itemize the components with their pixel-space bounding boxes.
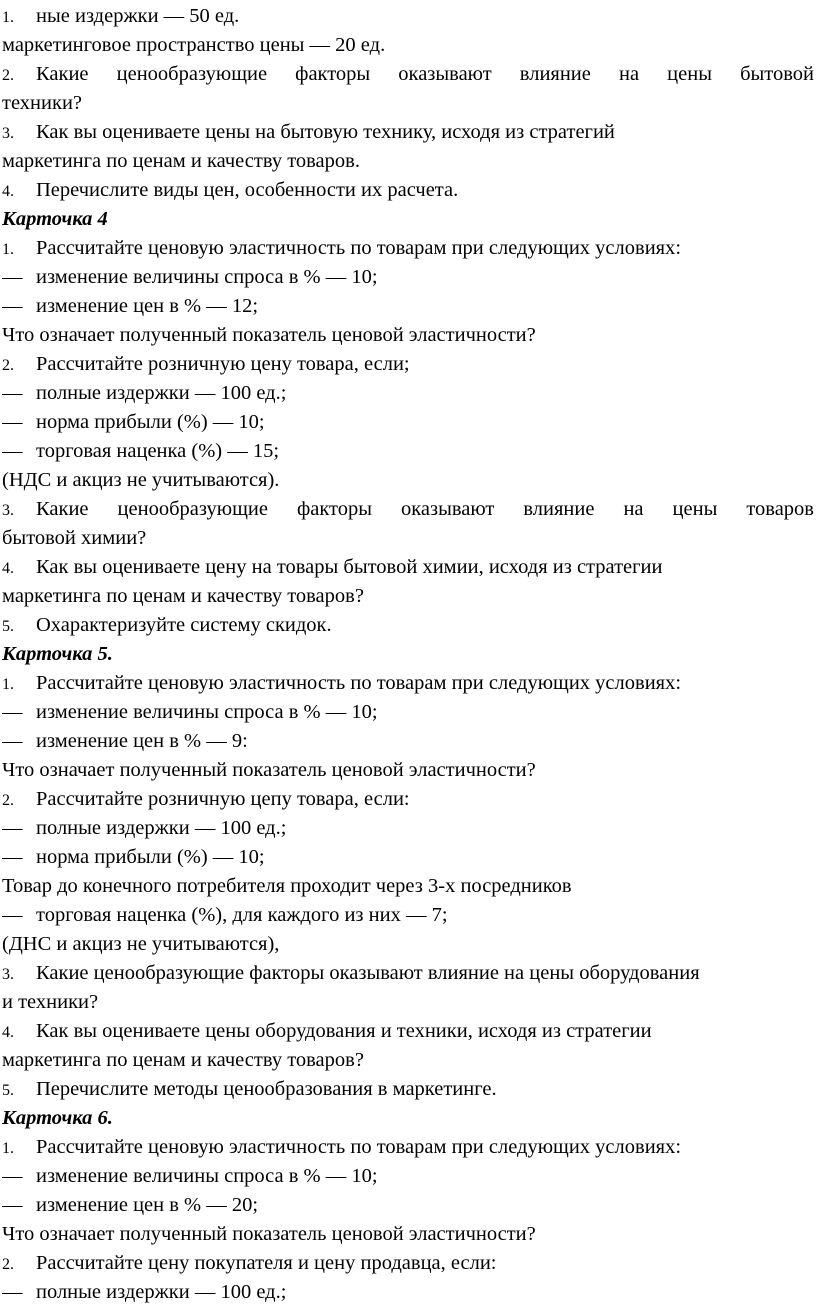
line-text: Рассчитайте ценовую эластичность по товарам при следующих условиях: bbox=[36, 237, 682, 259]
list-dash: — bbox=[2, 295, 23, 317]
line-text: норма прибыли (%) — 10; bbox=[36, 411, 265, 433]
line-text: ные издержки — 50 ед. bbox=[36, 5, 240, 27]
list-dash: — bbox=[2, 846, 23, 868]
heading-text: Карточка 5. bbox=[2, 643, 113, 665]
list-number: 3. bbox=[2, 502, 14, 519]
text-line bbox=[2, 756, 814, 785]
text-line bbox=[2, 524, 814, 553]
line-text: Рассчитайте ценовую эластичность по товарам при следующих условиях: bbox=[36, 672, 682, 694]
text-line bbox=[2, 1191, 814, 1220]
list-number: 1. bbox=[2, 9, 14, 26]
line-text: изменение величины спроса в % — 10; bbox=[36, 266, 378, 288]
list-number: 4. bbox=[2, 1024, 14, 1041]
list-dash: — bbox=[2, 701, 23, 723]
list-dash: — bbox=[2, 730, 23, 752]
heading-text: Карточка 4 bbox=[2, 208, 108, 230]
text-line bbox=[2, 118, 814, 147]
line-text: Какие ценообразующие факторы оказывают влияние на цены товаров bbox=[36, 498, 814, 520]
line-text: Рассчитайте ценовую эластичность по товарам при следующих условиях: bbox=[36, 1136, 682, 1158]
text-line bbox=[2, 698, 814, 727]
list-number: 5. bbox=[2, 618, 14, 635]
line-text: маркетинговое пространство цены — 20 ед. bbox=[2, 34, 386, 56]
list-dash: — bbox=[2, 440, 23, 462]
list-number: 3. bbox=[2, 966, 14, 983]
text-line bbox=[2, 263, 814, 292]
line-text: изменение цен в % — 12; bbox=[36, 295, 259, 317]
line-text: изменение цен в % — 9: bbox=[36, 730, 248, 752]
line-text: маркетинга по ценам и качеству товаров. bbox=[2, 150, 360, 172]
text-line bbox=[2, 1075, 814, 1104]
text-line bbox=[2, 495, 814, 524]
list-number: 1. bbox=[2, 241, 14, 258]
text-line bbox=[2, 727, 814, 756]
list-dash: — bbox=[2, 817, 23, 839]
list-dash: — bbox=[2, 1194, 23, 1216]
line-text: Что означает полученный показатель ценовой эластичности? bbox=[2, 324, 536, 346]
text-line bbox=[2, 843, 814, 872]
line-text: Охарактеризуйте систему скидок. bbox=[36, 614, 332, 636]
line-text: Что означает полученный показатель ценовой эластичности? bbox=[2, 759, 536, 781]
line-text: Перечислите методы ценообразования в маркетинге. bbox=[36, 1078, 497, 1100]
text-line bbox=[2, 176, 814, 205]
line-text: Товар до конечного потребителя проходит через 3-х посредников bbox=[2, 875, 572, 897]
heading-text: Карточка 6. bbox=[2, 1107, 113, 1129]
line-text: Рассчитайте розничную цепу товара, если: bbox=[36, 788, 410, 810]
line-text: полные издержки — 100 ед.; bbox=[36, 817, 287, 839]
text-line bbox=[2, 147, 814, 176]
list-number: 2. bbox=[2, 1256, 14, 1273]
text-line bbox=[2, 872, 814, 901]
text-line bbox=[2, 60, 814, 89]
line-text: (НДС и акциз не учитываются). bbox=[2, 469, 280, 491]
line-text: Рассчитайте розничную цену товара, если; bbox=[36, 353, 410, 375]
list-number: 2. bbox=[2, 67, 14, 84]
line-text: изменение цен в % — 20; bbox=[36, 1194, 259, 1216]
text-line bbox=[2, 785, 814, 814]
card-heading bbox=[2, 640, 814, 669]
text-line bbox=[2, 959, 814, 988]
text-line bbox=[2, 408, 814, 437]
text-line bbox=[2, 1220, 814, 1249]
line-text: Перечислите виды цен, особенности их расчета. bbox=[36, 179, 459, 201]
text-line bbox=[2, 553, 814, 582]
text-line bbox=[2, 31, 814, 60]
card-heading bbox=[2, 205, 814, 234]
text-line bbox=[2, 669, 814, 698]
list-number: 2. bbox=[2, 357, 14, 374]
text-line bbox=[2, 611, 814, 640]
text-line bbox=[2, 2, 814, 31]
text-line bbox=[2, 292, 814, 321]
list-dash: — bbox=[2, 1281, 23, 1303]
list-number: 4. bbox=[2, 183, 14, 200]
text-line bbox=[2, 1133, 814, 1162]
line-text: Какие ценообразующие факторы оказывают влияние на цены бытовой bbox=[36, 63, 814, 85]
line-text: и техники? bbox=[2, 991, 99, 1013]
text-line bbox=[2, 930, 814, 959]
line-text: маркетинга по ценам и качеству товаров? bbox=[2, 1049, 364, 1071]
line-text: маркетинга по ценам и качеству товаров? bbox=[2, 585, 364, 607]
text-line bbox=[2, 582, 814, 611]
line-text: торговая наценка (%), для каждого из них — 7; bbox=[36, 904, 448, 926]
line-text: техники? bbox=[2, 92, 83, 114]
list-dash: — bbox=[2, 266, 23, 288]
text-line bbox=[2, 234, 814, 263]
text-line bbox=[2, 1162, 814, 1191]
text-line bbox=[2, 1046, 814, 1075]
text-line bbox=[2, 437, 814, 466]
text-line bbox=[2, 89, 814, 118]
text-line bbox=[2, 321, 814, 350]
line-text: изменение величины спроса в % — 10; bbox=[36, 701, 378, 723]
line-text: Как вы оцениваете цены оборудования и техники, исходя из стратегии bbox=[36, 1020, 652, 1042]
list-dash: — bbox=[2, 904, 23, 926]
line-text: норма прибыли (%) — 10; bbox=[36, 846, 265, 868]
line-text: полные издержки — 100 ед.; bbox=[36, 382, 287, 404]
text-line bbox=[2, 1017, 814, 1046]
list-number: 5. bbox=[2, 1082, 14, 1099]
list-number: 4. bbox=[2, 560, 14, 577]
list-dash: — bbox=[2, 1165, 23, 1187]
text-line bbox=[2, 901, 814, 930]
list-number: 1. bbox=[2, 676, 14, 693]
text-line bbox=[2, 1249, 814, 1278]
text-line bbox=[2, 814, 814, 843]
line-text: (ДНС и акциз не учитываются), bbox=[2, 933, 280, 955]
text-line bbox=[2, 988, 814, 1017]
line-text: Рассчитайте цену покупателя и цену продавца, если: bbox=[36, 1252, 497, 1274]
list-number: 1. bbox=[2, 1140, 14, 1157]
card-heading bbox=[2, 1104, 814, 1133]
text-line bbox=[2, 350, 814, 379]
line-text: Какие ценообразующие факторы оказывают влияние на цены оборудования bbox=[36, 962, 700, 984]
text-line bbox=[2, 466, 814, 495]
list-dash: — bbox=[2, 382, 23, 404]
text-line bbox=[2, 1278, 814, 1307]
list-number: 2. bbox=[2, 792, 14, 809]
line-text: полные издержки — 100 ед.; bbox=[36, 1281, 287, 1303]
line-text: Как вы оцениваете цену на товары бытовой химии, исходя из стратегии bbox=[36, 556, 663, 578]
list-dash: — bbox=[2, 411, 23, 433]
text-line bbox=[2, 379, 814, 408]
line-text: бытовой химии? bbox=[2, 527, 147, 549]
line-text: Как вы оцениваете цены на бытовую технику, исходя из стратегий bbox=[36, 121, 615, 143]
line-text: изменение величины спроса в % — 10; bbox=[36, 1165, 378, 1187]
line-text: Что означает полученный показатель ценовой эластичности? bbox=[2, 1223, 536, 1245]
list-number: 3. bbox=[2, 125, 14, 142]
line-text: торговая наценка (%) — 15; bbox=[36, 440, 280, 462]
